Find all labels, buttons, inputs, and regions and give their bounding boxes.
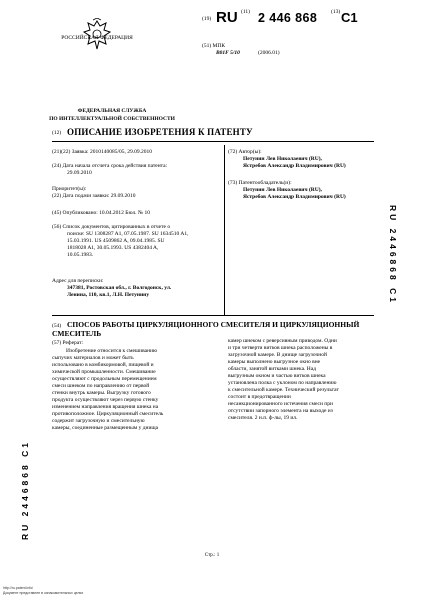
abstract-line: химической промышленности. Смешивание — [52, 369, 156, 375]
document-title: ОПИСАНИЕ ИЗОБРЕТЕНИЯ К ПАТЕНТУ — [67, 127, 253, 137]
abstract-label: (57) Реферат: — [52, 340, 84, 346]
column-divider — [224, 145, 225, 315]
page-footer: Стр.: 1 — [204, 553, 220, 558]
ipc-class: B01F 5/10 — [216, 50, 240, 56]
abstract-line: несанкционированного истечения смеси при — [228, 401, 333, 407]
source-note-line: Документ представлен в ознакомительных целях — [3, 590, 84, 595]
code-13: (13) — [331, 9, 341, 15]
abstract-line: выгрузным окном и частью витков шнека — [228, 373, 326, 379]
abstract-line: состоит в предотвращении — [228, 394, 291, 400]
source-note-line: http://ru.patent.info/ — [3, 586, 34, 590]
patent-holders-label: (73) Патентообладатель(и): — [228, 180, 292, 186]
cited-line: поиске: SU 1308287 A1, 07.05.1987. SU 1634510 A1, — [67, 231, 189, 237]
agency-line-2: ПО ИНТЕЛЛЕКТУАЛЬНОЙ СОБСТВЕННОСТИ — [49, 116, 175, 122]
cited-line: 10.05.1983. — [67, 252, 94, 258]
abstract-line: загрузочной камере. В днище загрузочной — [228, 352, 327, 358]
abstract-line: камеры, соединенные размещенным у днища — [52, 425, 159, 431]
abstract-left-column — [52, 348, 216, 432]
source-note — [3, 586, 83, 595]
correspondence-address — [52, 278, 222, 299]
publication-date: (45) Опубликовано: 10.04.2012 Бюл. № 10 — [52, 210, 151, 216]
code-19: (19) — [202, 16, 212, 22]
ipc-year: (2006.01) — [258, 50, 280, 56]
address-label: Адрес для переписки: — [52, 278, 104, 284]
abstract-line: Изобретение относится к смешиванию — [66, 348, 158, 354]
abstract-line: смеси шнеком по направлению от первой — [52, 383, 150, 389]
priority-label: Приоритет(ы): — [52, 186, 87, 192]
abstract-line: изменением направления вращения шнека на — [52, 404, 159, 410]
holder-name: Петунин Лев Николаевич (RU), — [243, 187, 322, 193]
abstract-line: стенки внутрь камеры. Выгрузку готового — [52, 390, 151, 396]
address-line: Ленина, 110, кв.1, Л.Н. Петунину — [67, 292, 150, 298]
abstract-right-column — [228, 338, 374, 422]
abstract-line: установлена полка с уклоном по направлению — [228, 380, 337, 386]
term-start-date: 29.09.2010 — [67, 170, 92, 176]
invention-title-code: (54) — [52, 323, 62, 329]
abstract-line: смесителя. 2 н.п. ф-лы, 19 ил. — [228, 415, 298, 421]
application-number: (21)(22) Заявка: 2010140085/05, 29.09.2010 — [52, 149, 152, 155]
ipc-label: (51) МПК — [202, 43, 226, 49]
kind-code: C1 — [341, 10, 358, 25]
side-number-right: RU 2446868 C1 — [388, 205, 398, 305]
country-code-ru: RU — [216, 9, 238, 26]
term-start-label: (24) Дата начала отсчета срока действия патента: — [52, 163, 168, 169]
invention-title-line: СПОСОБ РАБОТЫ ЦИРКУЛЯЦИОННОГО СМЕСИТЕЛЯ И ЦИРКУЛЯЦИОННЫЙ — [67, 320, 360, 329]
abstract-line: осуществляют с продольным перемещением — [52, 376, 157, 382]
title-code: (12) — [52, 130, 62, 136]
abstract-line: и три четверти витков шнека расположены в — [228, 345, 333, 351]
author-name: Ястребов Александр Владимирович (RU) — [243, 163, 346, 169]
cited-line: 1818028 A1, 30.05.1993. US 4382404 A, — [67, 245, 159, 251]
abstract-line: камеры выполнено выгрузное окно вне — [228, 359, 321, 365]
country-name: РОССИЙСКАЯ ФЕДЕРАЦИЯ — [61, 35, 133, 41]
title-rule — [52, 141, 374, 142]
abstract-line: к смесительной камере. Технический результат — [228, 387, 339, 393]
abstract-line: противоположное. Циркуляционный смеситель — [52, 411, 164, 417]
address-line: 347381, Ростовская обл., г. Волгодонск, ул. — [67, 285, 172, 291]
abstract-line: области, занятой витками шнека. Над — [228, 366, 317, 372]
abstract-line: содержит загрузочную и смесительную — [52, 418, 145, 424]
patent-number: 2 446 868 — [258, 11, 318, 25]
section-rule — [52, 315, 374, 316]
abstract-line: отсутствии запорного элемента на выходе из — [228, 408, 333, 414]
invention-title-line: СМЕСИТЕЛЬ — [52, 329, 102, 338]
cited-documents — [52, 224, 222, 259]
abstract-line: сыпучих материалов и может быть — [52, 355, 134, 361]
holder-name: Ястребов Александр Владимирович (RU) — [243, 194, 346, 200]
cited-line: 15.03.1991. US 4509862 A, 09.04.1985. SU — [67, 238, 165, 244]
agency-line-1: ФЕДЕРАЛЬНАЯ СЛУЖБА — [77, 108, 147, 114]
side-number-left: RU 2446868 C1 — [20, 440, 30, 540]
abstract-line: камер шнеком с реверсивным приводом. Одни — [228, 338, 337, 344]
abstract-line: продукта осуществляют через первую стенку — [52, 397, 159, 403]
filing-date: (22) Дата подачи заявки: 29.09.2010 — [52, 193, 136, 199]
author-name: Петунин Лев Николаевич (RU), — [243, 156, 322, 162]
code-11: (11) — [241, 9, 250, 15]
authors-label: (72) Автор(ы): — [228, 149, 262, 155]
abstract-line: использовано в комбикормовой, пищевой и — [52, 362, 154, 368]
cited-line: (56) Список документов, цитированных в отчете о — [52, 224, 171, 230]
